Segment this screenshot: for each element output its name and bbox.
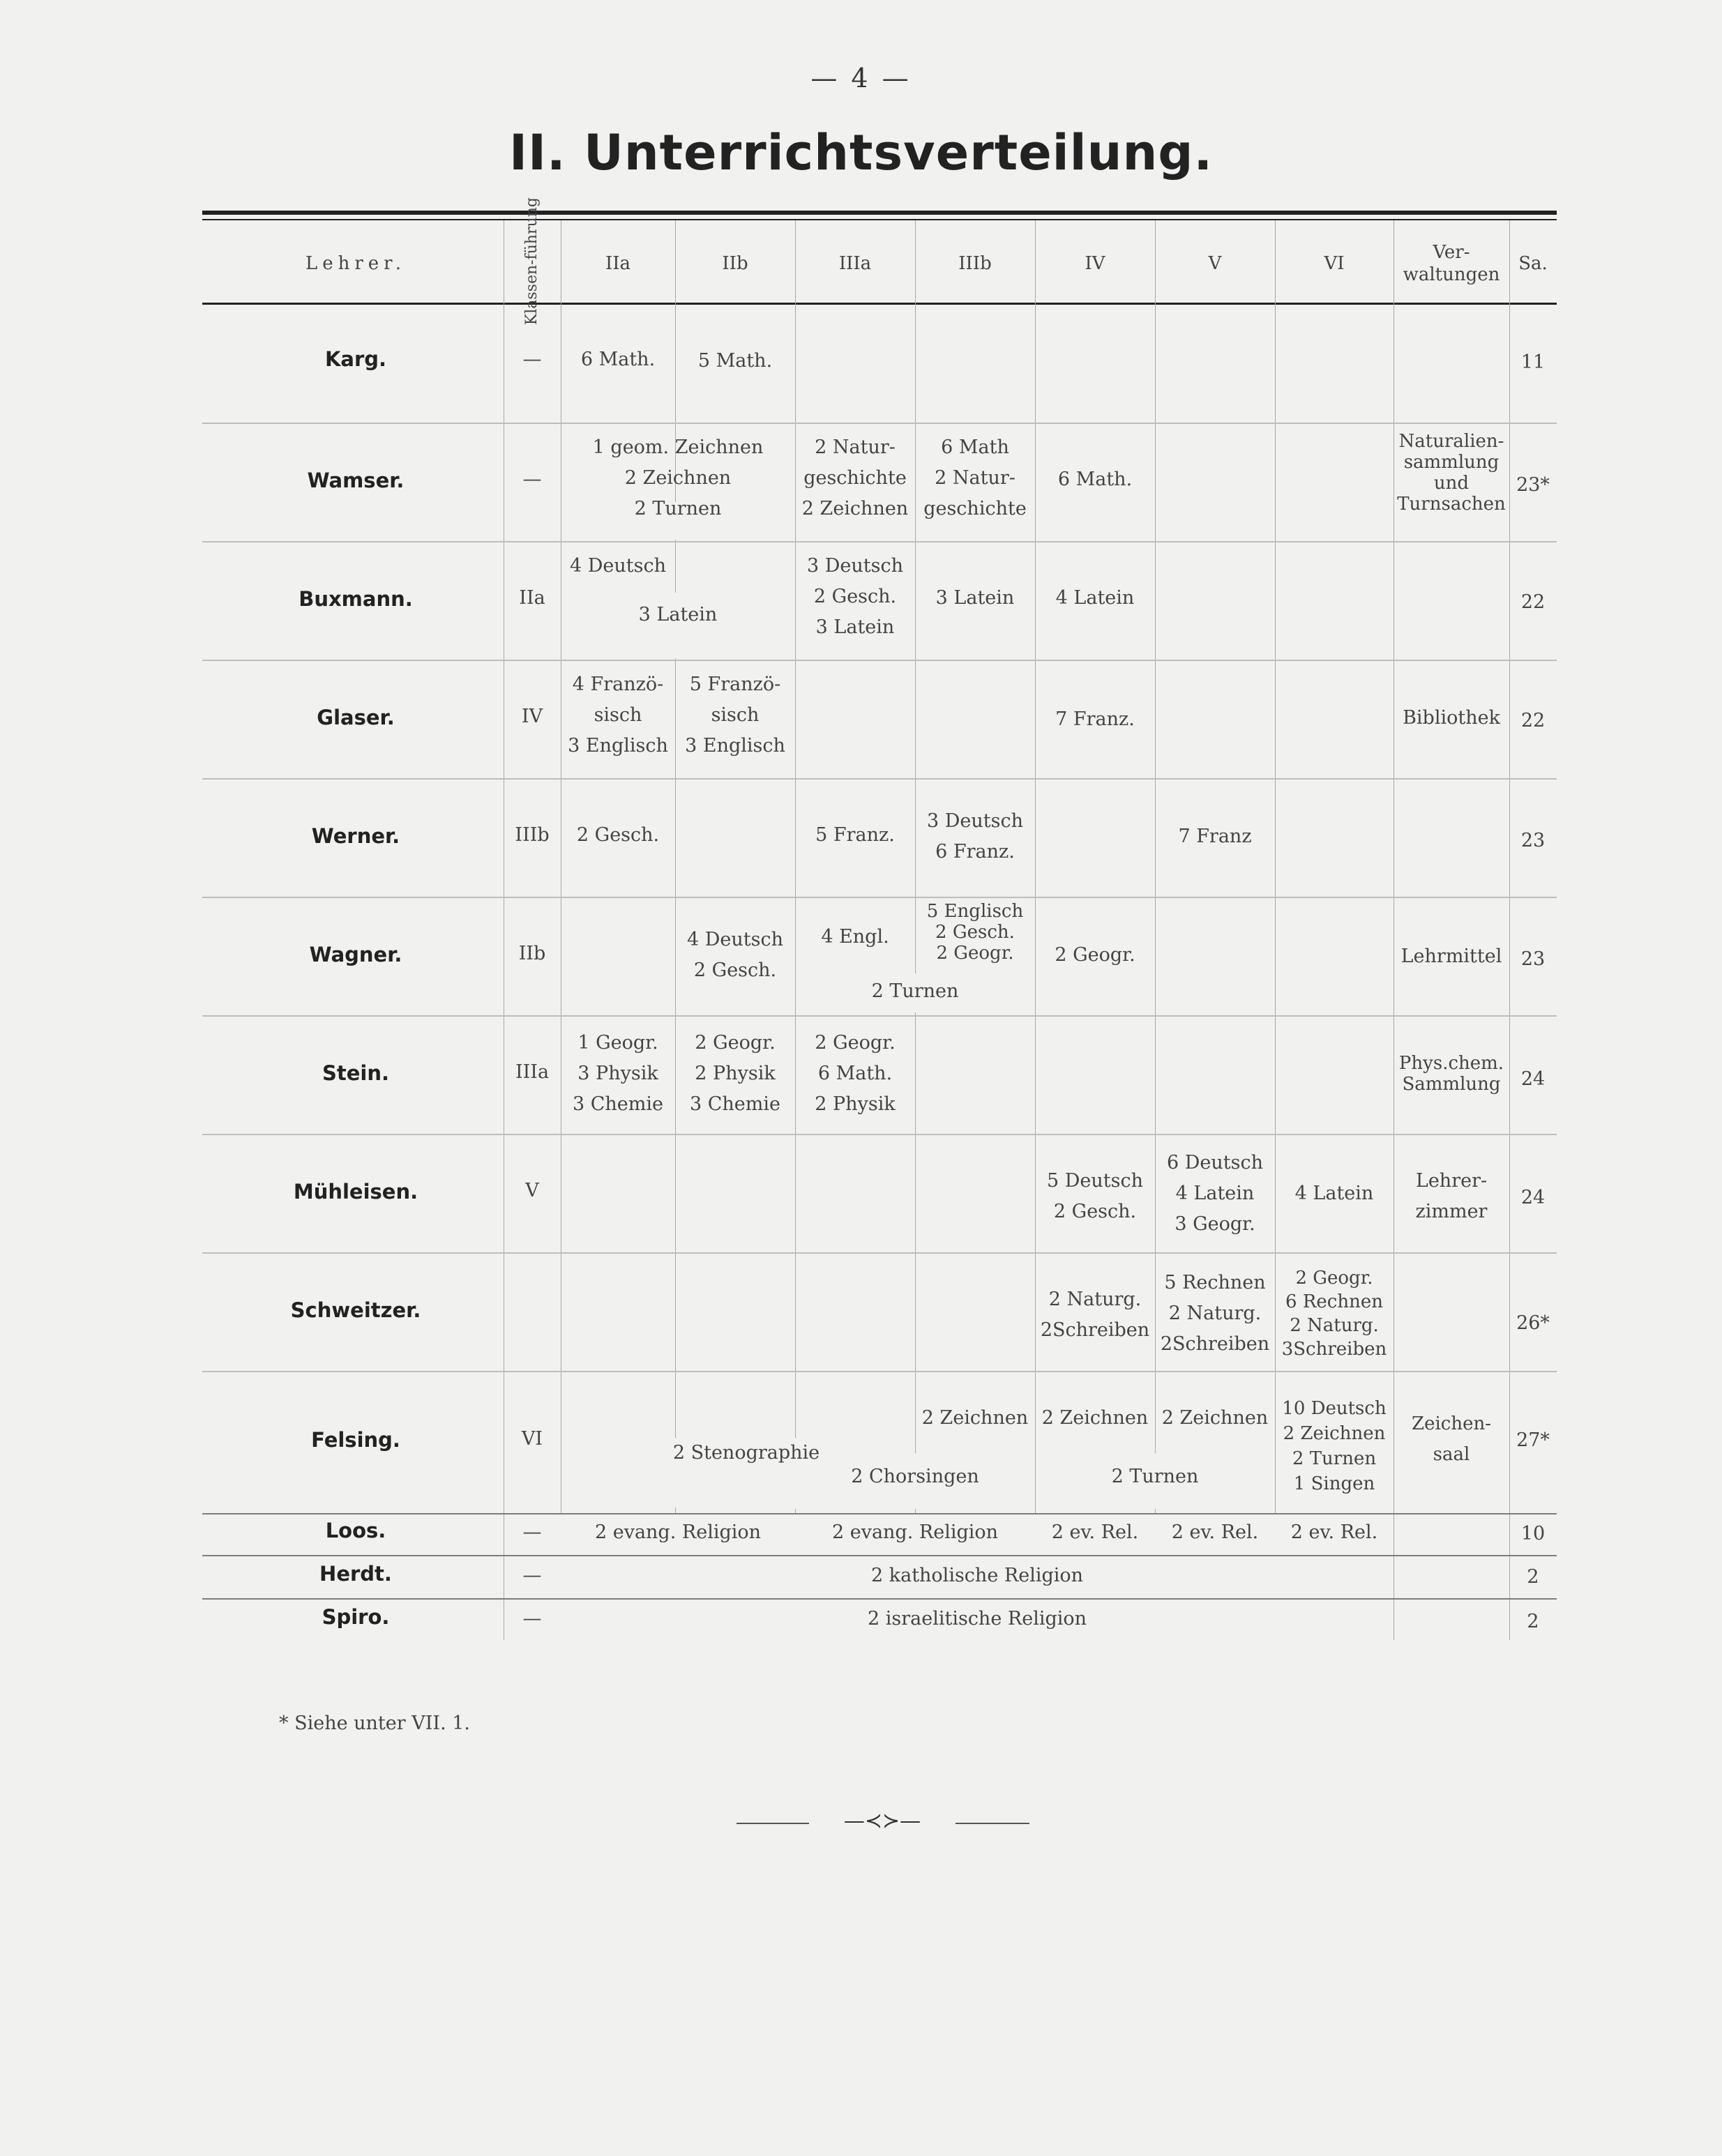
cell-iv: 2 Naturg. 2Schreiben [1040, 1289, 1150, 1341]
page-title: II. Unterrichtsverteilung. [508, 124, 1214, 181]
top-rule [202, 211, 1557, 215]
cell-iv: 4 Latein [1055, 587, 1135, 609]
ornament: —≺≻— [809, 1809, 956, 1833]
row-sum: 23 [1520, 830, 1546, 851]
row-sum: 23* [1516, 474, 1550, 496]
header-class-iia: IIa [605, 253, 631, 274]
cell-v: 2 Zeichnen [1161, 1407, 1269, 1429]
cell-iia: 4 Deutsch [570, 555, 666, 577]
cell-vi: 2 Geogr. 6 Rechnen 2 Naturg. 3Schreiben [1281, 1268, 1387, 1360]
cell-iiia: 2 Natur- geschichte 2 Zeichnen [801, 436, 909, 519]
class-lead: — [522, 469, 542, 490]
teacher-name: Loos. [325, 1519, 386, 1542]
row-separator [202, 778, 1557, 780]
cell-iia-iib: 3 Latein [638, 604, 718, 625]
class-lead: IIb [518, 943, 546, 964]
cell-iiia-iiib: 2 evang. Religion [831, 1521, 999, 1543]
teacher-name: Mühleisen. [293, 1180, 418, 1204]
row-separator [202, 541, 1557, 542]
header-lehrer: Lehrer. [305, 253, 407, 274]
row-separator [202, 423, 1557, 424]
teacher-name: Herdt. [319, 1562, 392, 1586]
header-sum: Sa. [1518, 253, 1548, 274]
cell-verwaltungen: Lehrmittel [1400, 946, 1502, 967]
cell-iiia: 5 Franz. [815, 824, 895, 846]
row-separator [202, 1134, 1557, 1135]
row-sum: 2 [1527, 1611, 1539, 1632]
class-lead: — [522, 1565, 542, 1586]
cell-verwaltungen: Naturalien- sammlung und Turnsachen [1397, 431, 1506, 515]
cell-iia: 6 Math. [580, 349, 656, 370]
row-sum: 2 [1527, 1566, 1539, 1588]
cell-iv: 6 Math. [1057, 469, 1133, 490]
row-sum: 24 [1520, 1068, 1546, 1090]
row-sum: 26* [1516, 1312, 1550, 1334]
header-class-iib: IIb [722, 253, 748, 274]
teacher-name: Schweitzer. [290, 1298, 421, 1322]
cell-iiia: 2 Geogr. 6 Math. 2 Physik [815, 1032, 896, 1115]
grid-line [675, 220, 676, 1513]
cell-v: 2 ev. Rel. [1171, 1521, 1259, 1543]
header-class-v: V [1208, 253, 1222, 274]
teacher-name: Karg. [324, 347, 387, 371]
teacher-name: Glaser. [317, 706, 395, 729]
cell-vi: 2 ev. Rel. [1290, 1521, 1378, 1543]
teacher-name: Wagner. [309, 943, 402, 966]
row-sum: 11 [1520, 351, 1546, 373]
cell-vi: 4 Latein [1294, 1183, 1374, 1204]
header-klassenfuehrung: Klassen-führung [523, 197, 541, 326]
cell-iv: 2 ev. Rel. [1051, 1521, 1139, 1543]
cell-verwaltungen: Bibliothek [1403, 707, 1500, 729]
cell-all-classes: 2 katholische Religion [870, 1565, 1084, 1586]
teacher-name: Stein. [322, 1061, 390, 1085]
grid-line [795, 220, 796, 1513]
row-sum: 22 [1520, 710, 1546, 731]
class-lead: V [525, 1180, 539, 1201]
cell-iiib: 2 Zeichnen [921, 1407, 1029, 1429]
cell-turnen: 2 Turnen [1111, 1466, 1199, 1487]
teacher-name: Spiro. [322, 1605, 390, 1629]
cell-iib: 2 Geogr. 2 Physik 3 Chemie [689, 1032, 780, 1115]
cell-iia: 1 Geogr. 3 Physik 3 Chemie [572, 1032, 663, 1115]
cell-iia: 4 Franzö- sisch 3 Englisch [568, 674, 668, 757]
class-lead: IV [521, 706, 543, 727]
class-lead: IIIb [515, 824, 550, 846]
row-sum: 22 [1520, 591, 1546, 613]
teacher-name: Felsing. [311, 1428, 400, 1452]
row-separator [202, 1252, 1557, 1254]
teacher-name: Werner. [311, 824, 400, 848]
row-sum: 24 [1520, 1187, 1546, 1208]
cell-iiia: 4 Engl. [821, 926, 889, 948]
header-rule [202, 303, 1557, 305]
cell-v: 7 Franz [1178, 826, 1252, 847]
teacher-name: Wamser. [307, 469, 405, 492]
row-sum: 27* [1516, 1429, 1550, 1451]
cell-v: 6 Deutsch 4 Latein 3 Geogr. [1167, 1152, 1263, 1235]
header-class-iiia: IIIa [838, 253, 872, 274]
footnote: * Siehe unter VII. 1. [279, 1713, 470, 1734]
row-sum: 10 [1520, 1523, 1546, 1544]
cell-chorsingen: 2 Chorsingen [851, 1466, 979, 1487]
cell-stenographie: 2 Stenographie [672, 1442, 820, 1464]
class-lead: VI [521, 1428, 543, 1450]
row-separator [202, 1015, 1557, 1017]
cell-vi: 10 Deutsch 2 Zeichnen 2 Turnen 1 Singen [1282, 1398, 1387, 1494]
cell-iiib: 3 Latein [935, 587, 1015, 609]
cell-iib: 5 Math. [697, 350, 773, 372]
class-lead: IIa [519, 587, 545, 609]
row-sum: 23 [1520, 948, 1546, 970]
teacher-name: Buxmann. [299, 587, 413, 611]
class-lead: — [522, 349, 542, 370]
cell-iia-iib: 1 geom. Zeichnen 2 Zeichnen 2 Turnen [592, 436, 764, 519]
cell-v: 5 Rechnen 2 Naturg. 2Schreiben [1160, 1272, 1270, 1355]
class-lead: — [522, 1521, 542, 1543]
cell-verwaltungen: Lehrer- zimmer [1415, 1170, 1488, 1222]
cell-iv: 2 Geogr. [1055, 944, 1135, 966]
cell-iv: 7 Franz. [1055, 708, 1135, 730]
header-klassenfuehrung-cell [504, 197, 561, 326]
header-verwaltungen: Ver- waltungen [1403, 242, 1500, 285]
page-number: — 4 — [810, 63, 912, 93]
cell-all-classes: 2 israelitische Religion [867, 1608, 1087, 1630]
top-rule-thin [202, 219, 1557, 220]
cell-iiia: 3 Deutsch 2 Gesch. 3 Latein [807, 555, 903, 638]
cell-iia: 2 Gesch. [576, 824, 660, 846]
header-class-iiib: IIIb [958, 253, 992, 274]
header-class-iv: IV [1085, 253, 1105, 274]
row-separator [202, 660, 1557, 661]
cell-iiib: 5 Englisch 2 Gesch. 2 Geogr. [926, 901, 1024, 964]
cell-verwaltungen: Zeichen- saal [1412, 1413, 1491, 1465]
row-separator [202, 1371, 1557, 1372]
cell-verwaltungen: Phys.chem. Sammlung [1398, 1053, 1504, 1095]
header-class-vi: VI [1324, 253, 1345, 274]
cell-iv: 2 Zeichnen [1041, 1407, 1149, 1429]
class-lead: — [522, 1608, 542, 1630]
cell-iib: 5 Franzö- sisch 3 Englisch [685, 674, 785, 757]
cell-iiia-iiib: 2 Turnen [871, 980, 959, 1002]
cell-iiib: 6 Math 2 Natur- geschichte [923, 436, 1027, 519]
cell-iia-iib: 2 evang. Religion [594, 1521, 762, 1543]
cell-iib: 4 Deutsch 2 Gesch. [687, 929, 783, 981]
class-lead: IIIa [515, 1061, 550, 1083]
cell-iiib: 3 Deutsch 6 Franz. [927, 810, 1023, 863]
row-separator [202, 897, 1557, 898]
cell-iv: 5 Deutsch 2 Gesch. [1047, 1170, 1143, 1222]
